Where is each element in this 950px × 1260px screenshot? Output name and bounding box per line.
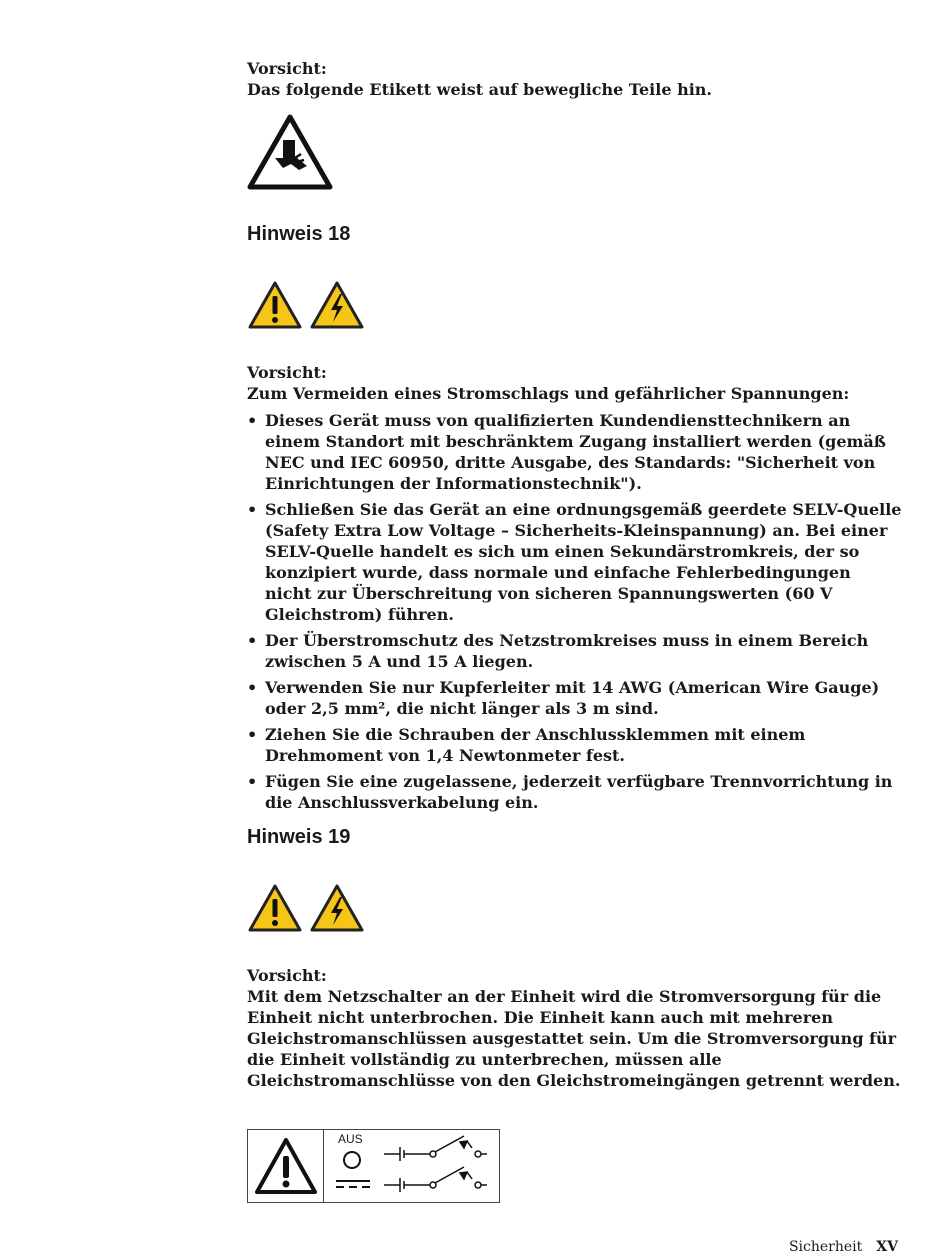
power-switch-label [247, 1129, 500, 1203]
list-item: • Verwenden Sie nur Kupferleiter mit 14 AWG (American Wire Gauge) oder 2,5 mm², die nicht länger als 3 m sind. [247, 677, 902, 719]
notice-18-intro: Zum Vermeiden eines Stromschlags und gefährlicher Spannungen: [247, 384, 850, 403]
notice-19-text: Mit dem Netzschalter an der Einheit wird die Stromversorgung für die Einheit nicht unterbrochen. Die Einheit kann auch mit mehreren Gleichstromanschlüssen ausgestattet sein. Um die Stromversorgung für die Einheit vollständig zu unterbrechen, müssen alle Gleichstromanschlüsse von den Gleichstromeingängen getrennt werden. [247, 987, 901, 1090]
notice-18-icons [247, 280, 902, 330]
footer-section: Sicherheit [788, 1239, 863, 1255]
notice-19-heading: Hinweis 19 [247, 826, 351, 848]
list-item: • Fügen Sie eine zugelassene, jederzeit verfügbare Trennvorrichtung in die Anschlussverkabelung ein. [247, 771, 902, 813]
moving-parts-text: Das folgende Etikett weist auf bewegliche Teile hin. [247, 80, 712, 99]
notice-18-heading: Hinweis 18 [247, 223, 351, 245]
warning-triangle-icon [248, 1130, 324, 1202]
warning-triangle-icon [247, 883, 303, 933]
caution-label: Vorsicht: [247, 59, 327, 78]
off-label: AUS [338, 1132, 363, 1146]
list-item: • Ziehen Sie die Schrauben der Anschlussklemmen mit einem Drehmoment von 1,4 Newtonmeter fest. [247, 724, 902, 766]
notice-19-icons [247, 883, 902, 933]
page-content [247, 58, 902, 1203]
switch-diagram [324, 1130, 499, 1202]
caution-label: Vorsicht: [247, 966, 327, 985]
warning-triangle-icon [247, 280, 303, 330]
dc-switch-icon [324, 1130, 500, 1202]
list-item: • Der Überstromschutz des Netzstromkreises muss in einem Bereich zwischen 5 A und 15 A liegen. [247, 630, 902, 672]
page-footer [789, 1239, 898, 1255]
electrical-hazard-icon [309, 883, 365, 933]
electrical-hazard-icon [309, 280, 365, 330]
pinch-hazard-icon [247, 114, 902, 194]
list-item: • Schließen Sie das Gerät an eine ordnungsgemäß geerdete SELV-Quelle (Safety Extra Low Voltage – Sicherheits-Kleinspannung) an. Bei einer SELV-Quelle handelt es sich um einen Sekundärstromkreis, der so konzipiert wurde, dass normale und einfache Fehlerbedingungen nicht zur Überschreitung von sicheren Spannungswerten (60 V Gleichstrom) führen. [247, 499, 902, 625]
page-number: XV [876, 1239, 898, 1255]
notice-18-list [247, 410, 902, 813]
caution-label: Vorsicht: [247, 363, 327, 382]
list-item: • Dieses Gerät muss von qualifizierten Kundendiensttechnikern an einem Standort mit beschränktem Zugang installiert werden (gemäß NEC und IEC 60950, dritte Ausgabe, des Standards: "Sicherheit von Einrichtungen der Informationstechnik"). [247, 410, 902, 494]
